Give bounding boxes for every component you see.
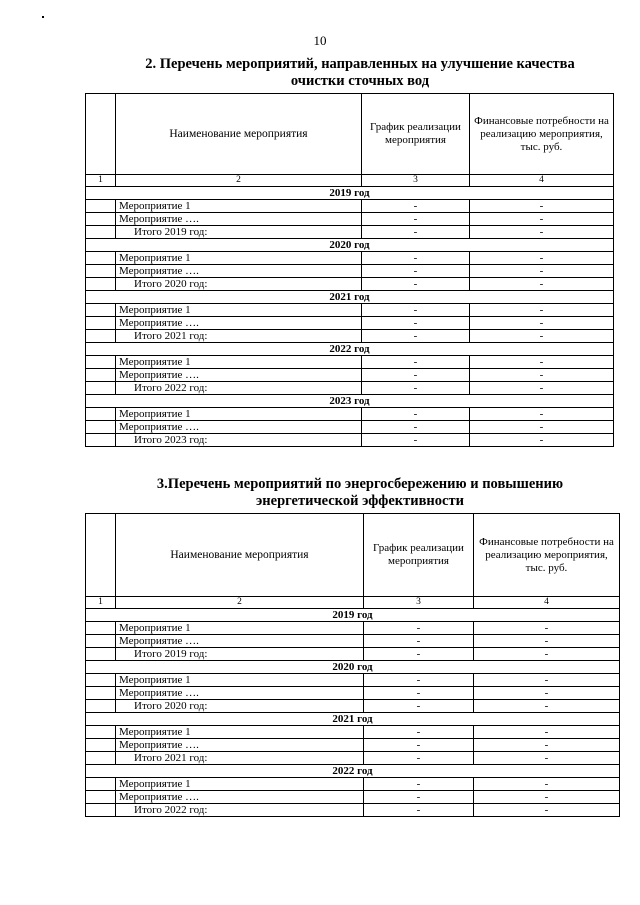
schedule-value: - bbox=[362, 330, 470, 343]
row-number-cell bbox=[86, 226, 116, 239]
row-number-cell bbox=[86, 356, 116, 369]
header-col-3: График реализации мероприятия bbox=[362, 94, 470, 175]
row-number-cell bbox=[86, 635, 116, 648]
activity-name: Итого 2020 год: bbox=[116, 700, 364, 713]
header-col-1 bbox=[86, 94, 116, 175]
finance-value: - bbox=[470, 200, 614, 213]
row-number-cell bbox=[86, 622, 116, 635]
finance-value: - bbox=[474, 622, 620, 635]
schedule-value: - bbox=[364, 739, 474, 752]
activity-name: Мероприятие 1 bbox=[116, 356, 362, 369]
row-number-cell bbox=[86, 317, 116, 330]
year-row bbox=[86, 713, 620, 726]
table-row bbox=[86, 356, 614, 369]
section-3-title bbox=[110, 476, 610, 510]
table-row bbox=[86, 778, 620, 791]
schedule-value: - bbox=[364, 635, 474, 648]
table-row bbox=[86, 434, 614, 447]
scan-mark bbox=[42, 16, 44, 18]
activity-name: Итого 2020 год: bbox=[116, 278, 362, 291]
year-row bbox=[86, 343, 614, 356]
schedule-value: - bbox=[362, 265, 470, 278]
schedule-value: - bbox=[362, 252, 470, 265]
table-row bbox=[86, 317, 614, 330]
row-number-cell bbox=[86, 752, 116, 765]
row-number-cell bbox=[86, 648, 116, 661]
table-row bbox=[86, 200, 614, 213]
activity-name: Итого 2019 год: bbox=[116, 648, 364, 661]
header-col-4: Финансовые потребности на реализацию мероприятия, тыс. руб. bbox=[470, 94, 614, 175]
finance-value: - bbox=[470, 382, 614, 395]
table-row bbox=[86, 330, 614, 343]
schedule-value: - bbox=[362, 213, 470, 226]
year-label: 2019 год bbox=[86, 187, 614, 200]
activity-name: Итого 2022 год: bbox=[116, 804, 364, 817]
table-row bbox=[86, 369, 614, 382]
header-col-2: Наименование мероприятия bbox=[116, 514, 364, 597]
column-number: 4 bbox=[470, 175, 614, 187]
row-number-cell bbox=[86, 382, 116, 395]
year-row bbox=[86, 395, 614, 408]
activity-name: Итого 2023 год: bbox=[116, 434, 362, 447]
table-row bbox=[86, 304, 614, 317]
finance-value: - bbox=[474, 635, 620, 648]
section-2-title bbox=[110, 56, 610, 90]
row-number-cell bbox=[86, 330, 116, 343]
section-3-title-line1: 3.Перечень мероприятий по энергосбережению и повышению bbox=[156, 476, 564, 492]
finance-value: - bbox=[470, 408, 614, 421]
row-number-cell bbox=[86, 687, 116, 700]
table-row bbox=[86, 265, 614, 278]
schedule-value: - bbox=[362, 434, 470, 447]
row-number-cell bbox=[86, 434, 116, 447]
header-col-1 bbox=[86, 514, 116, 597]
activity-name: Мероприятие …. bbox=[116, 739, 364, 752]
activity-name: Мероприятие 1 bbox=[116, 200, 362, 213]
row-number-cell bbox=[86, 804, 116, 817]
row-number-cell bbox=[86, 252, 116, 265]
activity-name: Мероприятие …. bbox=[116, 213, 362, 226]
finance-value: - bbox=[470, 356, 614, 369]
year-label: 2021 год bbox=[86, 713, 620, 726]
schedule-value: - bbox=[362, 317, 470, 330]
schedule-value: - bbox=[362, 278, 470, 291]
column-number: 2 bbox=[116, 175, 362, 187]
activity-name: Мероприятие …. bbox=[116, 369, 362, 382]
finance-value: - bbox=[474, 648, 620, 661]
finance-value: - bbox=[474, 778, 620, 791]
row-number-cell bbox=[86, 778, 116, 791]
column-number: 1 bbox=[86, 175, 116, 187]
schedule-value: - bbox=[364, 752, 474, 765]
section-3-table bbox=[85, 513, 620, 817]
row-number-cell bbox=[86, 278, 116, 291]
finance-value: - bbox=[470, 265, 614, 278]
row-number-cell bbox=[86, 408, 116, 421]
finance-value: - bbox=[474, 739, 620, 752]
finance-value: - bbox=[470, 213, 614, 226]
column-number: 4 bbox=[474, 597, 620, 609]
finance-value: - bbox=[470, 304, 614, 317]
row-number-cell bbox=[86, 304, 116, 317]
header-row bbox=[86, 514, 620, 597]
year-label: 2023 год bbox=[86, 395, 614, 408]
schedule-value: - bbox=[364, 622, 474, 635]
finance-value: - bbox=[470, 252, 614, 265]
table-row bbox=[86, 752, 620, 765]
row-number-cell bbox=[86, 213, 116, 226]
year-label: 2020 год bbox=[86, 239, 614, 252]
section-2-title-line2: очистки сточных вод bbox=[290, 73, 430, 89]
table-row bbox=[86, 622, 620, 635]
finance-value: - bbox=[470, 317, 614, 330]
schedule-value: - bbox=[364, 791, 474, 804]
activity-name: Мероприятие …. bbox=[116, 421, 362, 434]
header-col-3: График реализации мероприятия bbox=[364, 514, 474, 597]
schedule-value: - bbox=[362, 408, 470, 421]
schedule-value: - bbox=[362, 369, 470, 382]
table-row bbox=[86, 421, 614, 434]
header-col-2: Наименование мероприятия bbox=[116, 94, 362, 175]
activity-name: Мероприятие …. bbox=[116, 687, 364, 700]
year-label: 2022 год bbox=[86, 765, 620, 778]
activity-name: Мероприятие 1 bbox=[116, 304, 362, 317]
finance-value: - bbox=[474, 700, 620, 713]
year-label: 2020 год bbox=[86, 661, 620, 674]
schedule-value: - bbox=[364, 804, 474, 817]
row-number-cell bbox=[86, 674, 116, 687]
schedule-value: - bbox=[362, 382, 470, 395]
table-row bbox=[86, 791, 620, 804]
finance-value: - bbox=[474, 791, 620, 804]
finance-value: - bbox=[470, 278, 614, 291]
activity-name: Мероприятие 1 bbox=[116, 674, 364, 687]
finance-value: - bbox=[474, 752, 620, 765]
column-number: 2 bbox=[116, 597, 364, 609]
finance-value: - bbox=[474, 804, 620, 817]
row-number-cell bbox=[86, 791, 116, 804]
year-label: 2021 год bbox=[86, 291, 614, 304]
year-label: 2022 год bbox=[86, 343, 614, 356]
finance-value: - bbox=[474, 687, 620, 700]
year-row bbox=[86, 765, 620, 778]
section-2-table bbox=[85, 93, 614, 447]
activity-name: Мероприятие 1 bbox=[116, 622, 364, 635]
finance-value: - bbox=[470, 369, 614, 382]
activity-name: Мероприятие 1 bbox=[116, 778, 364, 791]
activity-name: Мероприятие …. bbox=[116, 265, 362, 278]
page-number: 10 bbox=[313, 33, 327, 48]
table-row bbox=[86, 635, 620, 648]
table-row bbox=[86, 252, 614, 265]
finance-value: - bbox=[470, 421, 614, 434]
activity-name: Итого 2019 год: bbox=[116, 226, 362, 239]
activity-name: Мероприятие 1 bbox=[116, 252, 362, 265]
row-number-cell bbox=[86, 200, 116, 213]
activity-name: Мероприятие …. bbox=[116, 791, 364, 804]
schedule-value: - bbox=[364, 726, 474, 739]
column-number: 3 bbox=[362, 175, 470, 187]
activity-name: Итого 2021 год: bbox=[116, 330, 362, 343]
table-row bbox=[86, 226, 614, 239]
activity-name: Итого 2021 год: bbox=[116, 752, 364, 765]
header-row bbox=[86, 94, 614, 175]
table-row bbox=[86, 408, 614, 421]
column-number: 3 bbox=[364, 597, 474, 609]
schedule-value: - bbox=[362, 304, 470, 317]
row-number-cell bbox=[86, 369, 116, 382]
finance-value: - bbox=[470, 330, 614, 343]
activity-name: Итого 2022 год: bbox=[116, 382, 362, 395]
table-row bbox=[86, 382, 614, 395]
row-number-cell bbox=[86, 265, 116, 278]
table-row bbox=[86, 648, 620, 661]
finance-value: - bbox=[470, 226, 614, 239]
row-number-cell bbox=[86, 726, 116, 739]
schedule-value: - bbox=[364, 700, 474, 713]
finance-value: - bbox=[470, 434, 614, 447]
section-3-title-line2: энергетической эффективности bbox=[256, 493, 464, 509]
row-number-cell bbox=[86, 421, 116, 434]
schedule-value: - bbox=[362, 226, 470, 239]
year-row bbox=[86, 609, 620, 622]
table-row bbox=[86, 739, 620, 752]
column-number-row bbox=[86, 597, 620, 609]
schedule-value: - bbox=[362, 356, 470, 369]
row-number-cell bbox=[86, 700, 116, 713]
table-row bbox=[86, 213, 614, 226]
year-row bbox=[86, 291, 614, 304]
year-row bbox=[86, 187, 614, 200]
schedule-value: - bbox=[364, 687, 474, 700]
column-number: 1 bbox=[86, 597, 116, 609]
finance-value: - bbox=[474, 674, 620, 687]
table-row bbox=[86, 278, 614, 291]
schedule-value: - bbox=[362, 421, 470, 434]
year-row bbox=[86, 239, 614, 252]
schedule-value: - bbox=[364, 778, 474, 791]
year-label: 2019 год bbox=[86, 609, 620, 622]
table-row bbox=[86, 726, 620, 739]
schedule-value: - bbox=[364, 674, 474, 687]
table-row bbox=[86, 804, 620, 817]
year-row bbox=[86, 661, 620, 674]
activity-name: Мероприятие 1 bbox=[116, 408, 362, 421]
finance-value: - bbox=[474, 726, 620, 739]
activity-name: Мероприятие …. bbox=[116, 635, 364, 648]
header-col-4: Финансовые потребности на реализацию мероприятия, тыс. руб. bbox=[474, 514, 620, 597]
table-row bbox=[86, 700, 620, 713]
table-row bbox=[86, 687, 620, 700]
schedule-value: - bbox=[364, 648, 474, 661]
section-2-title-line1: 2. Перечень мероприятий, направленных на улучшение качества bbox=[145, 56, 575, 72]
column-number-row bbox=[86, 175, 614, 187]
row-number-cell bbox=[86, 739, 116, 752]
activity-name: Мероприятие 1 bbox=[116, 726, 364, 739]
activity-name: Мероприятие …. bbox=[116, 317, 362, 330]
schedule-value: - bbox=[362, 200, 470, 213]
table-row bbox=[86, 674, 620, 687]
